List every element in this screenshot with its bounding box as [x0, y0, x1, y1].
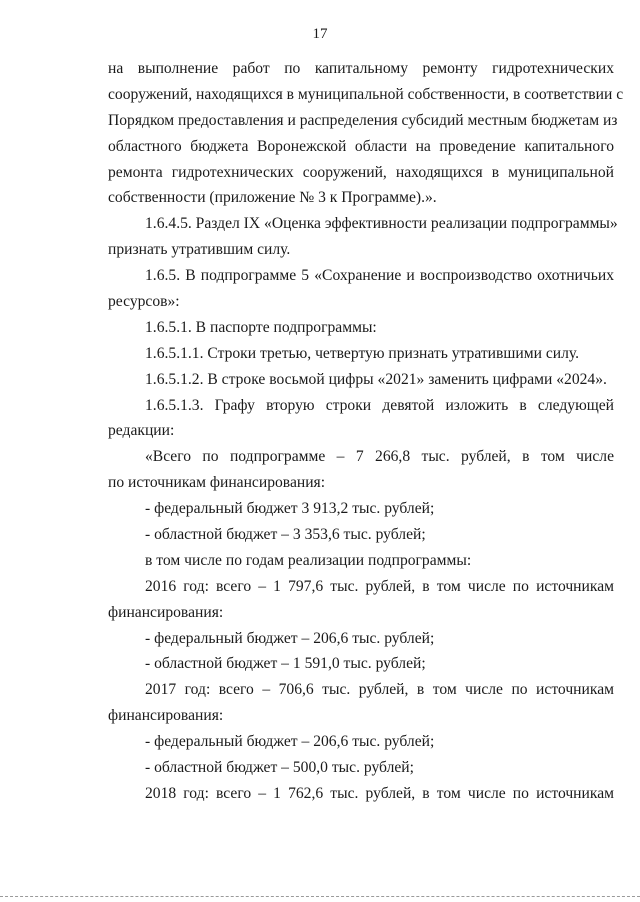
page-number: 17: [312, 26, 328, 42]
text-line: по источникам финансирования:: [108, 474, 326, 492]
text-line: - областной бюджет – 3 353,6 тыс. рублей;: [145, 526, 426, 544]
text-line: признать утратившим силу.: [108, 241, 291, 259]
text-line: 2016 год: всего – 1 797,6 тыс. рублей, в том числе по источникам: [145, 577, 614, 595]
text-line: 2017 год: всего – 706,6 тыс. рублей, в том числе по источникам: [145, 681, 614, 699]
text-line: собственности (приложение № 3 к Программе).».: [108, 189, 437, 207]
text-line: 1.6.5.1. В паспорте подпрограммы:: [145, 318, 377, 336]
text-line: финансирования:: [108, 603, 224, 621]
text-line: 1.6.5.1.3. Графу вторую строки девятой изложить в следующей: [145, 396, 614, 414]
text-line: в том числе по годам реализации подпрограммы:: [145, 551, 472, 569]
text-line: 1.6.5. В подпрограмме 5 «Сохранение и воспроизводство охотничьих: [145, 267, 614, 285]
text-line: - областной бюджет – 500,0 тыс. рублей;: [145, 759, 414, 777]
text-line: областного бюджета Воронежской области на проведение капитального: [108, 137, 614, 155]
text-line: - федеральный бюджет – 206,6 тыс. рублей;: [145, 629, 435, 647]
text-line: - федеральный бюджет 3 913,2 тыс. рублей;: [145, 500, 435, 518]
text-line: Порядком предоставления и распределения субсидий местным бюджетам из: [108, 111, 618, 129]
text-line: «Всего по подпрограмме – 7 266,8 тыс. рублей, в том числе: [145, 448, 614, 466]
text-line: на выполнение работ по капитальному ремонту гидротехнических: [108, 60, 614, 77]
text-line: ремонта гидротехнических сооружений, находящихся в муниципальной: [108, 163, 614, 181]
text-line: 1.6.4.5. Раздел IX «Оценка эффективности реализации подпрограммы»: [145, 215, 618, 233]
document-body: [108, 56, 624, 807]
text-line: ресурсов»:: [108, 293, 180, 311]
page-bottom-edge: [0, 896, 640, 897]
text-line: 1.6.5.1.2. В строке восьмой цифры «2021» заменить цифрами «2024».: [145, 370, 607, 388]
text-line: 2018 год: всего – 1 762,6 тыс. рублей, в том числе по источникам: [145, 784, 614, 802]
text-line: 1.6.5.1.1. Строки третью, четвертую признать утратившими силу.: [145, 344, 580, 362]
text-line: редакции:: [108, 422, 175, 440]
text-line: финансирования:: [108, 707, 224, 725]
text-line: сооружений, находящихся в муниципальной собственности, в соответствии с: [108, 85, 624, 103]
text-line: - федеральный бюджет – 206,6 тыс. рублей;: [145, 733, 435, 751]
text-line: - областной бюджет – 1 591,0 тыс. рублей;: [145, 655, 426, 673]
